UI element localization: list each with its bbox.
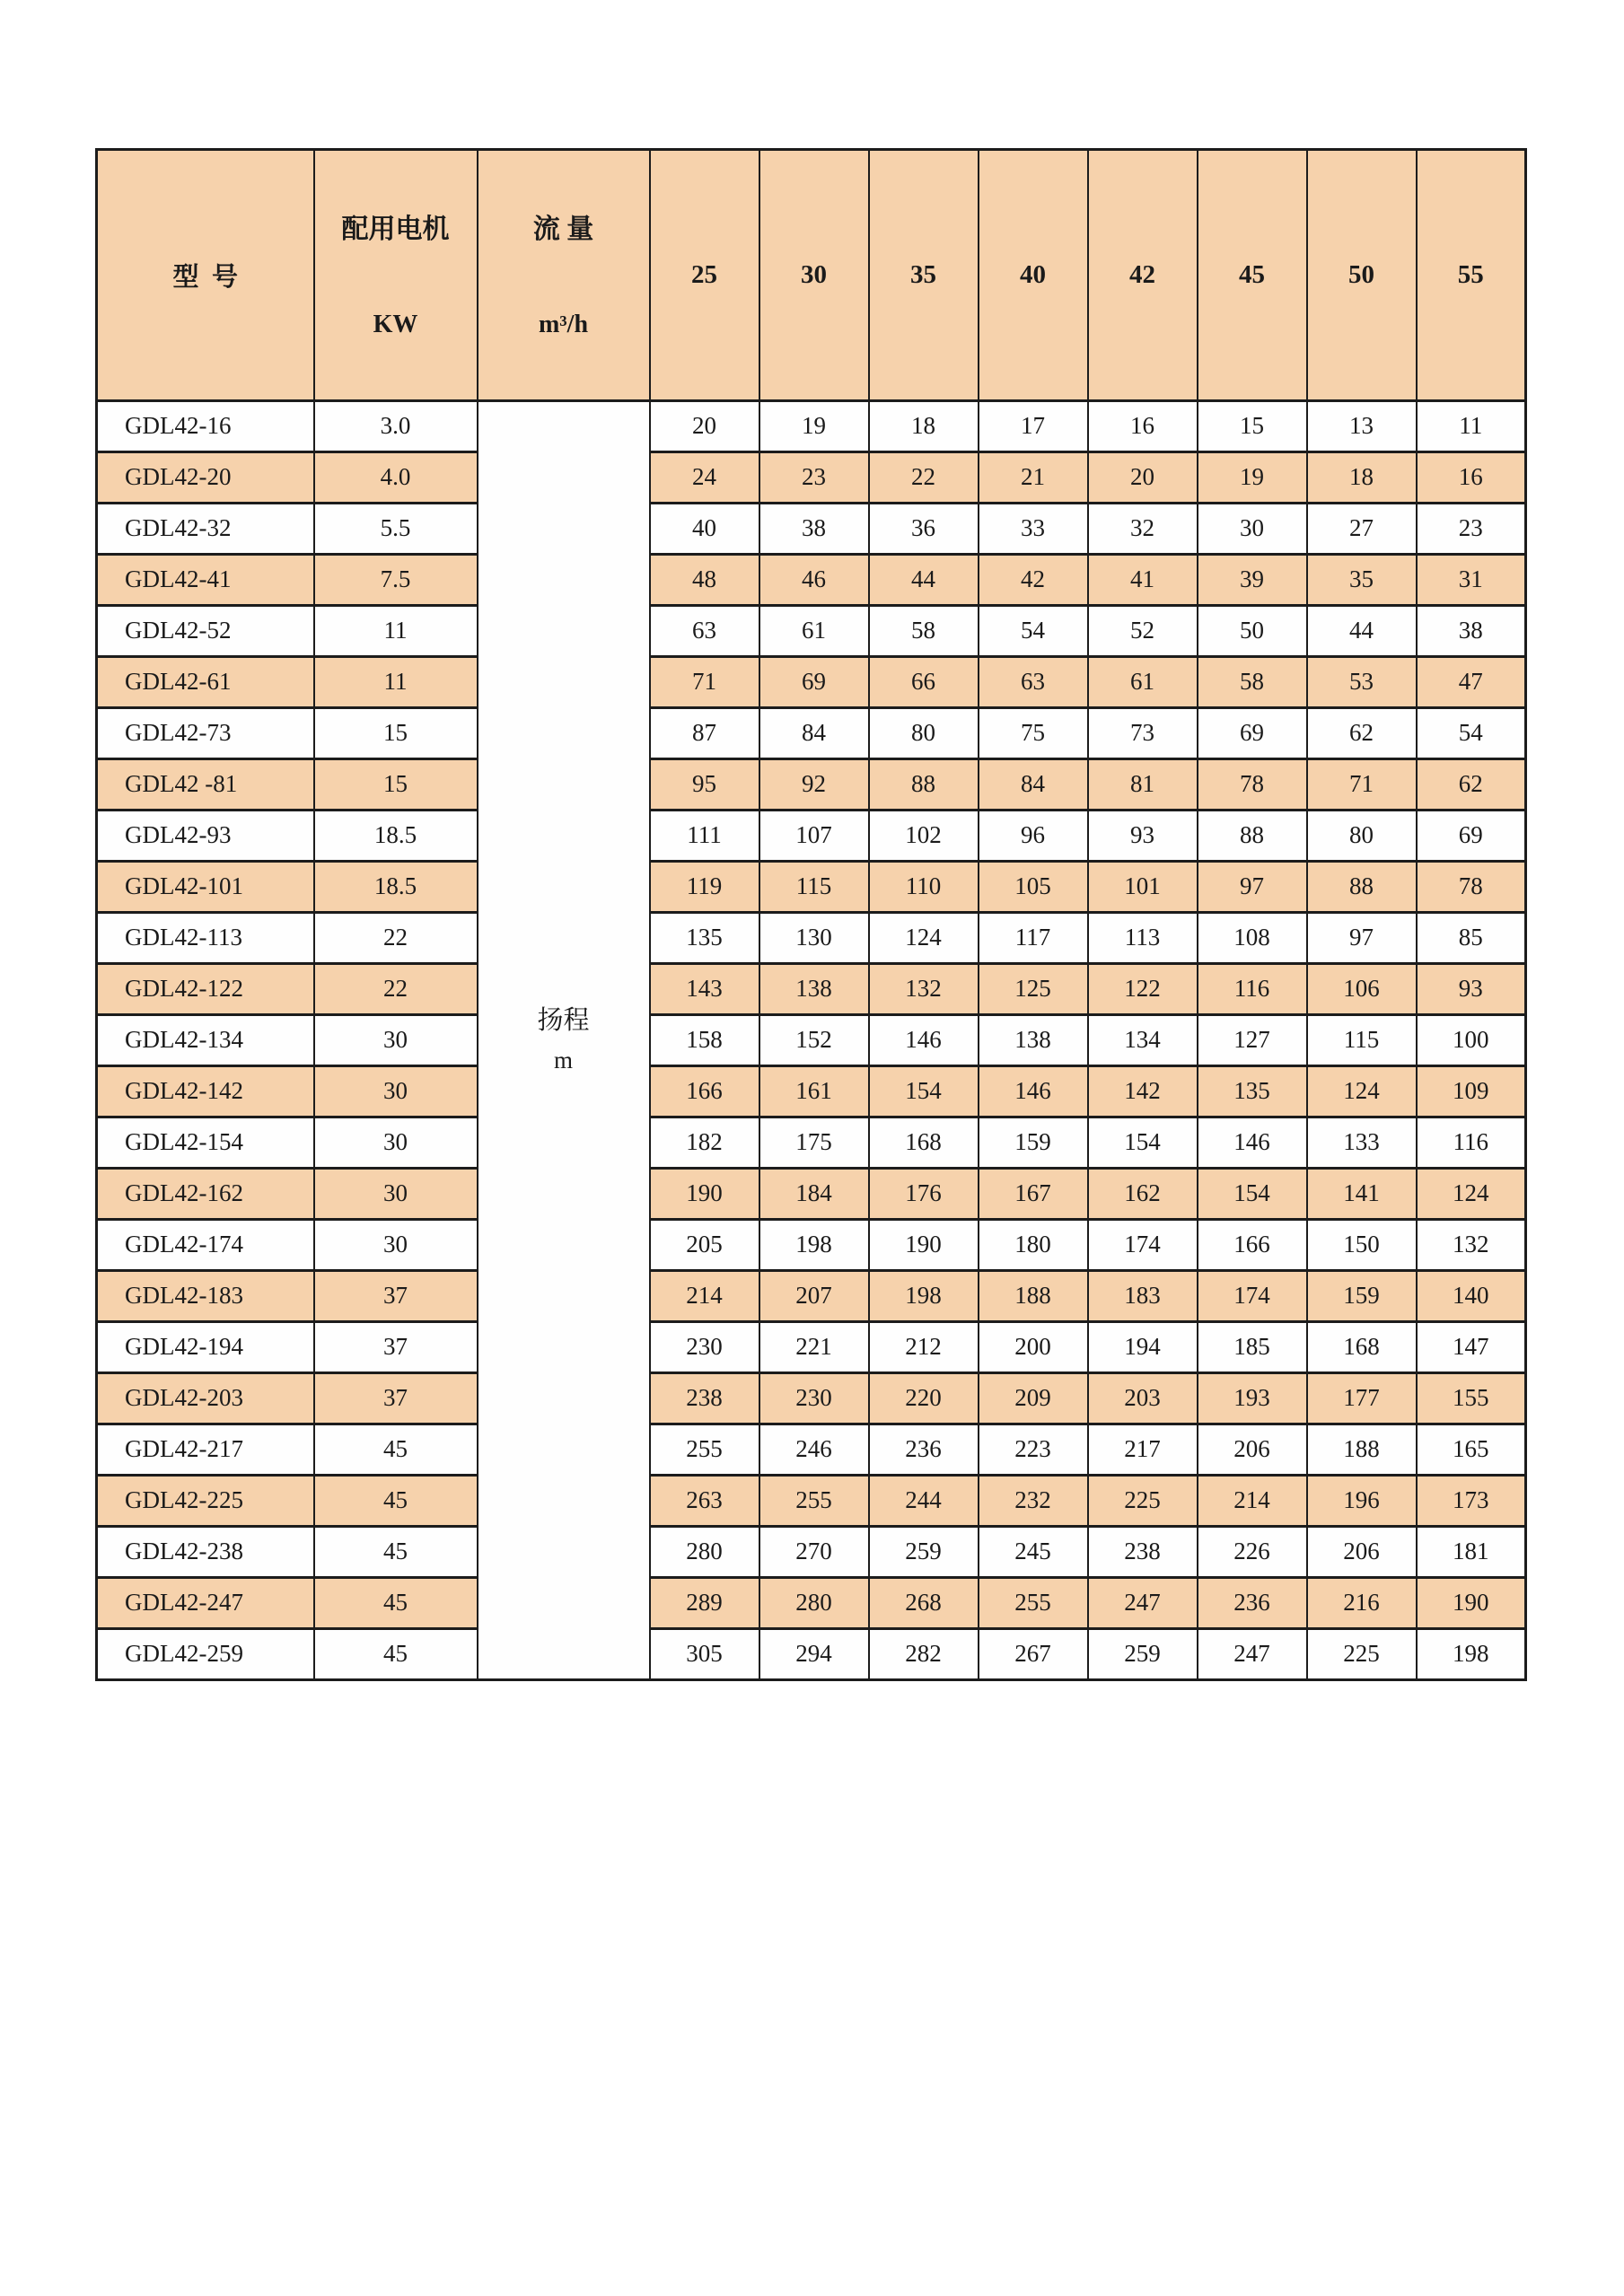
header-flow-45: 45 <box>1198 150 1307 401</box>
table-row <box>97 1065 1526 1117</box>
head-value-cell: 116 <box>1417 1117 1526 1168</box>
head-value-cell: 93 <box>1088 810 1198 861</box>
head-value-cell: 97 <box>1307 912 1417 963</box>
head-value-cell: 109 <box>1417 1065 1526 1117</box>
model-cell: GDL42-73 <box>97 707 314 758</box>
head-value-cell: 48 <box>650 554 759 605</box>
table-row <box>97 1577 1526 1628</box>
head-value-cell: 226 <box>1198 1526 1307 1577</box>
head-value-cell: 236 <box>1198 1577 1307 1628</box>
head-value-cell: 198 <box>759 1219 869 1270</box>
head-value-cell: 209 <box>979 1372 1088 1424</box>
motor-kw-cell: 7.5 <box>314 554 478 605</box>
head-value-cell: 115 <box>1307 1014 1417 1065</box>
model-cell: GDL42-174 <box>97 1219 314 1270</box>
model-cell: GDL42-142 <box>97 1065 314 1117</box>
head-value-cell: 22 <box>869 451 979 503</box>
model-cell: GDL42-162 <box>97 1168 314 1219</box>
head-value-cell: 93 <box>1417 963 1526 1014</box>
head-value-cell: 140 <box>1417 1270 1526 1321</box>
head-value-cell: 69 <box>759 656 869 707</box>
head-value-cell: 134 <box>1088 1014 1198 1065</box>
motor-kw-cell: 5.5 <box>314 503 478 554</box>
model-cell: GDL42-52 <box>97 605 314 656</box>
head-value-cell: 63 <box>979 656 1088 707</box>
head-value-cell: 133 <box>1307 1117 1417 1168</box>
table-row <box>97 963 1526 1014</box>
head-value-cell: 220 <box>869 1372 979 1424</box>
head-value-cell: 221 <box>759 1321 869 1372</box>
model-cell: GDL42-16 <box>97 400 314 451</box>
head-value-cell: 124 <box>869 912 979 963</box>
head-value-cell: 176 <box>869 1168 979 1219</box>
head-value-cell: 19 <box>759 400 869 451</box>
model-cell: GDL42-113 <box>97 912 314 963</box>
head-value-cell: 263 <box>650 1475 759 1526</box>
head-value-cell: 31 <box>1417 554 1526 605</box>
head-value-cell: 127 <box>1198 1014 1307 1065</box>
head-value-cell: 78 <box>1198 758 1307 810</box>
head-value-cell: 18 <box>869 400 979 451</box>
head-value-cell: 17 <box>979 400 1088 451</box>
head-value-cell: 111 <box>650 810 759 861</box>
motor-kw-cell: 18.5 <box>314 810 478 861</box>
head-value-cell: 166 <box>650 1065 759 1117</box>
head-value-cell: 61 <box>1088 656 1198 707</box>
head-value-cell: 15 <box>1198 400 1307 451</box>
model-cell: GDL42 -81 <box>97 758 314 810</box>
head-value-cell: 108 <box>1198 912 1307 963</box>
table-row <box>97 912 1526 963</box>
head-value-cell: 167 <box>979 1168 1088 1219</box>
motor-kw-cell: 11 <box>314 656 478 707</box>
table-row <box>97 1321 1526 1372</box>
head-value-cell: 122 <box>1088 963 1198 1014</box>
head-value-cell: 244 <box>869 1475 979 1526</box>
header-flow-30: 30 <box>759 150 869 401</box>
head-value-cell: 174 <box>1198 1270 1307 1321</box>
head-value-cell: 232 <box>979 1475 1088 1526</box>
head-value-cell: 81 <box>1088 758 1198 810</box>
head-value-cell: 188 <box>979 1270 1088 1321</box>
table-row <box>97 1219 1526 1270</box>
head-value-cell: 162 <box>1088 1168 1198 1219</box>
head-value-cell: 146 <box>869 1014 979 1065</box>
head-value-cell: 214 <box>1198 1475 1307 1526</box>
head-value-cell: 110 <box>869 861 979 912</box>
head-value-cell: 143 <box>650 963 759 1014</box>
head-value-cell: 54 <box>979 605 1088 656</box>
head-meters-merged-cell <box>478 400 650 1679</box>
head-value-cell: 150 <box>1307 1219 1417 1270</box>
motor-kw-cell: 30 <box>314 1117 478 1168</box>
motor-kw-cell: 22 <box>314 963 478 1014</box>
head-value-cell: 238 <box>650 1372 759 1424</box>
table-row <box>97 1475 1526 1526</box>
head-value-cell: 62 <box>1417 758 1526 810</box>
head-value-cell: 166 <box>1198 1219 1307 1270</box>
model-cell: GDL42-93 <box>97 810 314 861</box>
head-value-cell: 255 <box>650 1424 759 1475</box>
head-value-cell: 142 <box>1088 1065 1198 1117</box>
head-value-cell: 236 <box>869 1424 979 1475</box>
model-cell: GDL42-122 <box>97 963 314 1014</box>
model-cell: GDL42-101 <box>97 861 314 912</box>
head-value-cell: 71 <box>1307 758 1417 810</box>
motor-kw-cell: 15 <box>314 758 478 810</box>
head-value-cell: 205 <box>650 1219 759 1270</box>
head-value-cell: 69 <box>1417 810 1526 861</box>
head-value-cell: 95 <box>650 758 759 810</box>
head-value-cell: 223 <box>979 1424 1088 1475</box>
table-row <box>97 400 1526 451</box>
head-value-cell: 200 <box>979 1321 1088 1372</box>
head-value-cell: 84 <box>979 758 1088 810</box>
head-value-cell: 16 <box>1417 451 1526 503</box>
head-value-cell: 92 <box>759 758 869 810</box>
model-cell: GDL42-203 <box>97 1372 314 1424</box>
head-value-cell: 61 <box>759 605 869 656</box>
head-value-cell: 280 <box>759 1577 869 1628</box>
head-value-cell: 259 <box>1088 1628 1198 1679</box>
table-row <box>97 554 1526 605</box>
head-value-cell: 246 <box>759 1424 869 1475</box>
head-value-cell: 238 <box>1088 1526 1198 1577</box>
head-value-cell: 165 <box>1417 1424 1526 1475</box>
head-value-cell: 88 <box>1198 810 1307 861</box>
header-flow-42: 42 <box>1088 150 1198 401</box>
head-value-cell: 198 <box>1417 1628 1526 1679</box>
head-value-cell: 30 <box>1198 503 1307 554</box>
head-value-cell: 62 <box>1307 707 1417 758</box>
head-value-cell: 58 <box>869 605 979 656</box>
head-value-cell: 84 <box>759 707 869 758</box>
head-value-cell: 96 <box>979 810 1088 861</box>
head-value-cell: 85 <box>1417 912 1526 963</box>
head-value-cell: 87 <box>650 707 759 758</box>
head-value-cell: 52 <box>1088 605 1198 656</box>
head-value-cell: 203 <box>1088 1372 1198 1424</box>
head-value-cell: 102 <box>869 810 979 861</box>
head-value-cell: 207 <box>759 1270 869 1321</box>
motor-kw-cell: 37 <box>314 1270 478 1321</box>
head-value-cell: 24 <box>650 451 759 503</box>
head-value-cell: 180 <box>979 1219 1088 1270</box>
head-value-cell: 125 <box>979 963 1088 1014</box>
header-flow-35: 35 <box>869 150 979 401</box>
table-row <box>97 1270 1526 1321</box>
head-value-cell: 206 <box>1307 1526 1417 1577</box>
motor-kw-cell: 30 <box>314 1168 478 1219</box>
head-value-cell: 138 <box>979 1014 1088 1065</box>
table-row <box>97 656 1526 707</box>
head-value-cell: 39 <box>1198 554 1307 605</box>
head-value-cell: 101 <box>1088 861 1198 912</box>
head-unit: m <box>553 1047 573 1074</box>
head-value-cell: 44 <box>1307 605 1417 656</box>
head-value-cell: 225 <box>1307 1628 1417 1679</box>
head-value-cell: 217 <box>1088 1424 1198 1475</box>
head-value-cell: 230 <box>759 1372 869 1424</box>
model-cell: GDL42-217 <box>97 1424 314 1475</box>
head-value-cell: 20 <box>650 400 759 451</box>
table-row <box>97 451 1526 503</box>
head-value-cell: 54 <box>1417 707 1526 758</box>
head-value-cell: 100 <box>1417 1014 1526 1065</box>
header-motor-unit: KW <box>373 310 418 338</box>
head-value-cell: 135 <box>650 912 759 963</box>
head-value-cell: 135 <box>1198 1065 1307 1117</box>
table-body <box>97 400 1526 1679</box>
head-value-cell: 88 <box>869 758 979 810</box>
head-value-cell: 130 <box>759 912 869 963</box>
head-value-cell: 173 <box>1417 1475 1526 1526</box>
head-value-cell: 42 <box>979 554 1088 605</box>
head-value-cell: 181 <box>1417 1526 1526 1577</box>
head-value-cell: 190 <box>869 1219 979 1270</box>
header-model <box>97 150 314 401</box>
head-value-cell: 294 <box>759 1628 869 1679</box>
head-value-cell: 36 <box>869 503 979 554</box>
head-value-cell: 80 <box>869 707 979 758</box>
head-value-cell: 105 <box>979 861 1088 912</box>
table-row <box>97 707 1526 758</box>
head-value-cell: 193 <box>1198 1372 1307 1424</box>
head-value-cell: 33 <box>979 503 1088 554</box>
head-value-cell: 106 <box>1307 963 1417 1014</box>
motor-kw-cell: 37 <box>314 1372 478 1424</box>
head-value-cell: 88 <box>1307 861 1417 912</box>
model-cell: GDL42-32 <box>97 503 314 554</box>
model-cell: GDL42-194 <box>97 1321 314 1372</box>
head-value-cell: 190 <box>1417 1577 1526 1628</box>
head-value-cell: 175 <box>759 1117 869 1168</box>
table-row <box>97 1424 1526 1475</box>
head-value-cell: 20 <box>1088 451 1198 503</box>
head-value-cell: 154 <box>869 1065 979 1117</box>
head-value-cell: 119 <box>650 861 759 912</box>
head-value-cell: 194 <box>1088 1321 1198 1372</box>
motor-kw-cell: 30 <box>314 1065 478 1117</box>
table-row <box>97 1168 1526 1219</box>
motor-kw-cell: 45 <box>314 1577 478 1628</box>
head-value-cell: 247 <box>1198 1628 1307 1679</box>
model-cell: GDL42-154 <box>97 1117 314 1168</box>
head-value-cell: 255 <box>759 1475 869 1526</box>
table-row <box>97 1117 1526 1168</box>
head-value-cell: 138 <box>759 963 869 1014</box>
head-value-cell: 155 <box>1417 1372 1526 1424</box>
head-value-cell: 73 <box>1088 707 1198 758</box>
head-value-cell: 270 <box>759 1526 869 1577</box>
table-row <box>97 1014 1526 1065</box>
head-value-cell: 16 <box>1088 400 1198 451</box>
head-value-cell: 247 <box>1088 1577 1198 1628</box>
head-value-cell: 18 <box>1307 451 1417 503</box>
head-value-cell: 216 <box>1307 1577 1417 1628</box>
head-value-cell: 159 <box>1307 1270 1417 1321</box>
header-flow-55: 55 <box>1417 150 1526 401</box>
motor-kw-cell: 45 <box>314 1628 478 1679</box>
table-row <box>97 605 1526 656</box>
head-value-cell: 132 <box>869 963 979 1014</box>
table-row <box>97 1628 1526 1679</box>
head-value-cell: 11 <box>1417 400 1526 451</box>
head-value-cell: 196 <box>1307 1475 1417 1526</box>
model-cell: GDL42-247 <box>97 1577 314 1628</box>
model-cell: GDL42-41 <box>97 554 314 605</box>
header-flow-40: 40 <box>979 150 1088 401</box>
head-value-cell: 21 <box>979 451 1088 503</box>
motor-kw-cell: 45 <box>314 1475 478 1526</box>
head-value-cell: 184 <box>759 1168 869 1219</box>
head-value-cell: 230 <box>650 1321 759 1372</box>
head-value-cell: 146 <box>979 1065 1088 1117</box>
head-value-cell: 245 <box>979 1526 1088 1577</box>
head-value-cell: 154 <box>1198 1168 1307 1219</box>
head-value-cell: 113 <box>1088 912 1198 963</box>
header-flow <box>478 150 650 401</box>
head-value-cell: 124 <box>1307 1065 1417 1117</box>
head-value-cell: 78 <box>1417 861 1526 912</box>
header-flow-label: 流 量 <box>532 215 594 244</box>
head-value-cell: 255 <box>979 1577 1088 1628</box>
head-value-cell: 23 <box>759 451 869 503</box>
head-value-cell: 214 <box>650 1270 759 1321</box>
table-row <box>97 503 1526 554</box>
head-value-cell: 116 <box>1198 963 1307 1014</box>
head-value-cell: 13 <box>1307 400 1417 451</box>
model-cell: GDL42-238 <box>97 1526 314 1577</box>
head-value-cell: 80 <box>1307 810 1417 861</box>
head-value-cell: 47 <box>1417 656 1526 707</box>
motor-kw-cell: 3.0 <box>314 400 478 451</box>
head-value-cell: 124 <box>1417 1168 1526 1219</box>
motor-kw-cell: 30 <box>314 1014 478 1065</box>
head-value-cell: 35 <box>1307 554 1417 605</box>
motor-kw-cell: 45 <box>314 1424 478 1475</box>
head-value-cell: 268 <box>869 1577 979 1628</box>
head-value-cell: 185 <box>1198 1321 1307 1372</box>
head-value-cell: 132 <box>1417 1219 1526 1270</box>
motor-kw-cell: 30 <box>314 1219 478 1270</box>
head-value-cell: 198 <box>869 1270 979 1321</box>
head-value-cell: 38 <box>1417 605 1526 656</box>
head-value-cell: 158 <box>650 1014 759 1065</box>
head-value-cell: 44 <box>869 554 979 605</box>
motor-kw-cell: 15 <box>314 707 478 758</box>
header-flow-50: 50 <box>1307 150 1417 401</box>
head-value-cell: 154 <box>1088 1117 1198 1168</box>
head-value-cell: 71 <box>650 656 759 707</box>
header-row <box>97 150 1526 401</box>
head-value-cell: 63 <box>650 605 759 656</box>
motor-kw-cell: 22 <box>314 912 478 963</box>
header-flow-unit: m³/h <box>538 310 589 338</box>
head-value-cell: 75 <box>979 707 1088 758</box>
model-cell: GDL42-183 <box>97 1270 314 1321</box>
head-value-cell: 305 <box>650 1628 759 1679</box>
head-value-cell: 152 <box>759 1014 869 1065</box>
head-value-cell: 190 <box>650 1168 759 1219</box>
model-cell: GDL42-20 <box>97 451 314 503</box>
head-value-cell: 282 <box>869 1628 979 1679</box>
model-cell: GDL42-134 <box>97 1014 314 1065</box>
header-motor <box>314 150 478 401</box>
head-value-cell: 69 <box>1198 707 1307 758</box>
head-value-cell: 27 <box>1307 503 1417 554</box>
table-row <box>97 810 1526 861</box>
header-model-label: 型 号 <box>172 262 238 292</box>
head-value-cell: 23 <box>1417 503 1526 554</box>
motor-kw-cell: 37 <box>314 1321 478 1372</box>
head-value-cell: 183 <box>1088 1270 1198 1321</box>
head-value-cell: 147 <box>1417 1321 1526 1372</box>
head-value-cell: 259 <box>869 1526 979 1577</box>
head-value-cell: 212 <box>869 1321 979 1372</box>
header-flow-25: 25 <box>650 150 759 401</box>
model-cell: GDL42-259 <box>97 1628 314 1679</box>
head-value-cell: 46 <box>759 554 869 605</box>
head-value-cell: 289 <box>650 1577 759 1628</box>
head-value-cell: 206 <box>1198 1424 1307 1475</box>
head-value-cell: 50 <box>1198 605 1307 656</box>
head-value-cell: 168 <box>869 1117 979 1168</box>
head-value-cell: 107 <box>759 810 869 861</box>
table-row <box>97 758 1526 810</box>
motor-kw-cell: 18.5 <box>314 861 478 912</box>
head-value-cell: 182 <box>650 1117 759 1168</box>
head-value-cell: 267 <box>979 1628 1088 1679</box>
head-value-cell: 161 <box>759 1065 869 1117</box>
head-label: 扬程 <box>537 1005 590 1035</box>
motor-kw-cell: 4.0 <box>314 451 478 503</box>
head-value-cell: 141 <box>1307 1168 1417 1219</box>
head-value-cell: 168 <box>1307 1321 1417 1372</box>
head-value-cell: 115 <box>759 861 869 912</box>
table-row <box>97 1526 1526 1577</box>
head-value-cell: 38 <box>759 503 869 554</box>
motor-kw-cell: 11 <box>314 605 478 656</box>
head-value-cell: 97 <box>1198 861 1307 912</box>
motor-kw-cell: 45 <box>314 1526 478 1577</box>
model-cell: GDL42-61 <box>97 656 314 707</box>
head-value-cell: 19 <box>1198 451 1307 503</box>
head-value-cell: 280 <box>650 1526 759 1577</box>
head-value-cell: 117 <box>979 912 1088 963</box>
head-value-cell: 174 <box>1088 1219 1198 1270</box>
head-value-cell: 66 <box>869 656 979 707</box>
head-value-cell: 159 <box>979 1117 1088 1168</box>
head-value-cell: 58 <box>1198 656 1307 707</box>
head-value-cell: 32 <box>1088 503 1198 554</box>
head-value-cell: 188 <box>1307 1424 1417 1475</box>
header-motor-label: 配用电机 <box>341 215 450 244</box>
head-value-cell: 146 <box>1198 1117 1307 1168</box>
table-row <box>97 1372 1526 1424</box>
head-value-cell: 53 <box>1307 656 1417 707</box>
model-cell: GDL42-225 <box>97 1475 314 1526</box>
head-value-cell: 41 <box>1088 554 1198 605</box>
pump-spec-table <box>95 148 1527 1681</box>
head-value-cell: 177 <box>1307 1372 1417 1424</box>
head-value-cell: 40 <box>650 503 759 554</box>
table-row <box>97 861 1526 912</box>
head-value-cell: 225 <box>1088 1475 1198 1526</box>
